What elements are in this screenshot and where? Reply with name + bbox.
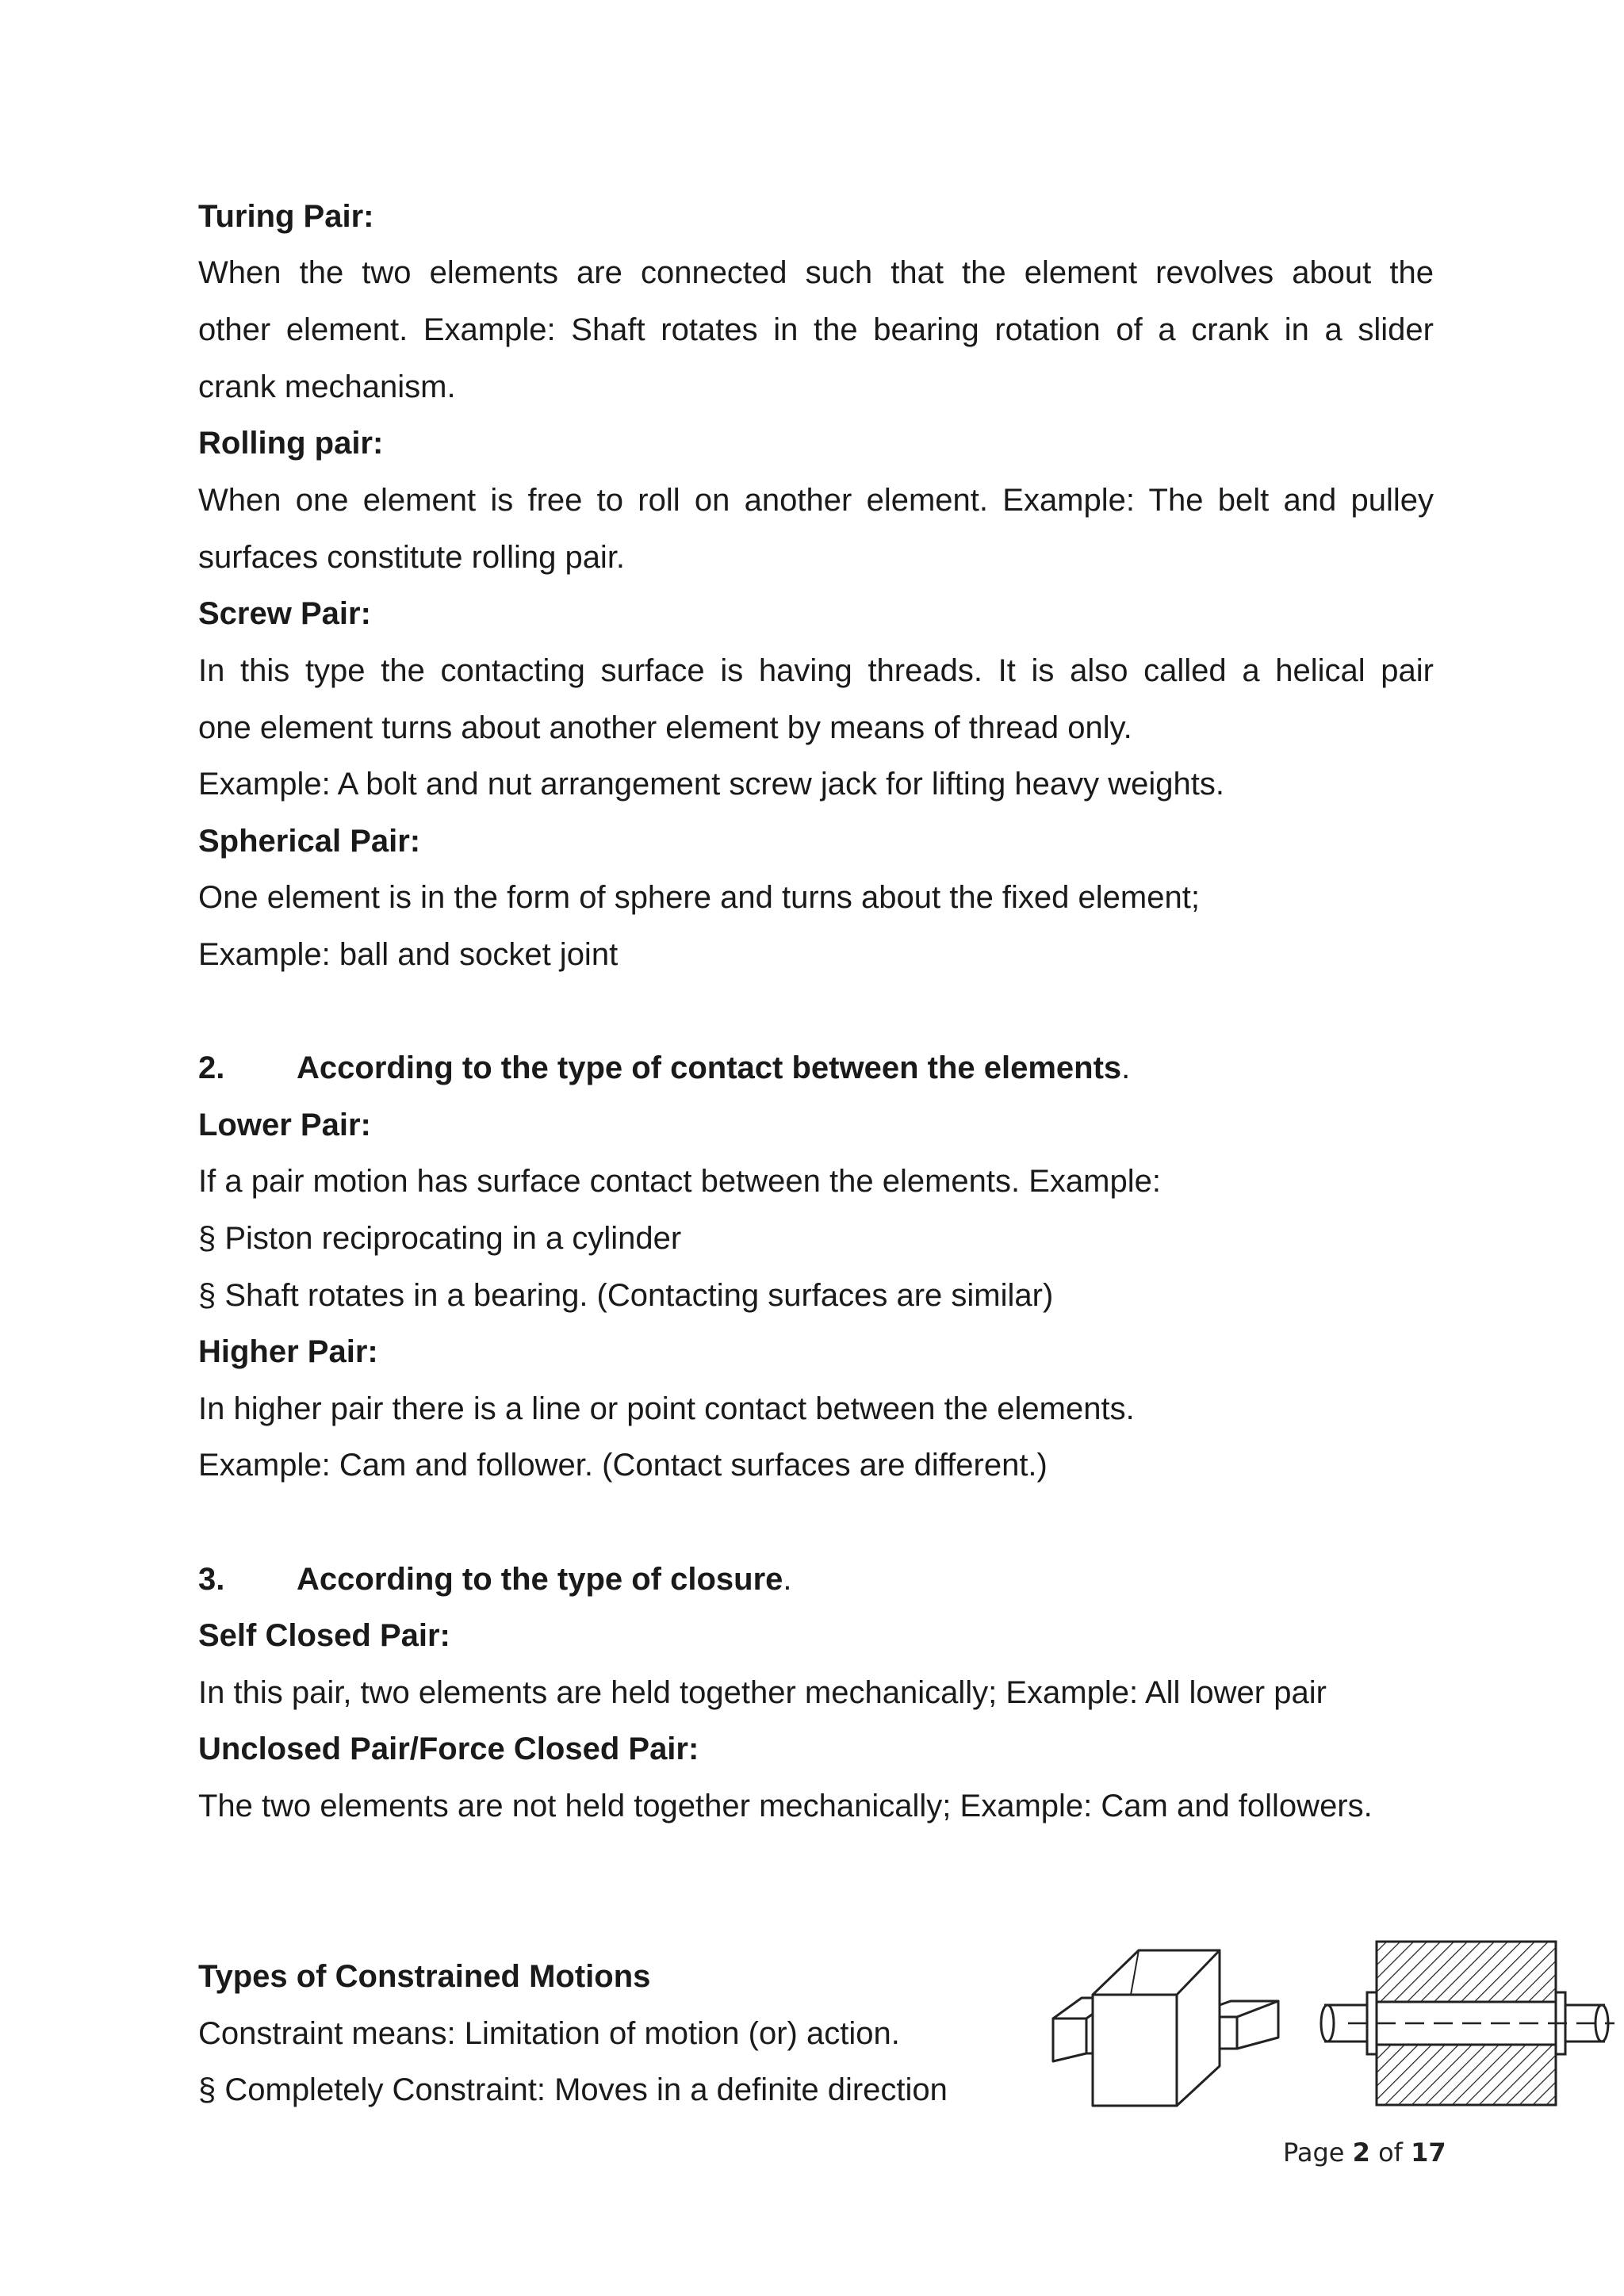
screw-pair-heading: Screw Pair:	[198, 596, 371, 631]
constrained-motions-line-1: Constraint means: Limitation of motion (or) action.	[198, 2016, 900, 2051]
turning-pair-heading: Turing Pair:	[198, 199, 374, 234]
self-closed-pair-line-1: In this pair, two elements are held together mechanically; Example: All lower pair	[198, 1675, 1327, 1710]
page-footer	[1283, 2137, 1446, 2168]
lower-pair-heading: Lower Pair:	[198, 1108, 371, 1142]
section-2-title-text: According to the type of contact between the elements	[297, 1050, 1122, 1085]
screw-pair-line-1: In this type the contacting surface is having threads. It is also called a helical pair	[198, 653, 1434, 688]
section-2-number: 2.	[198, 1050, 225, 1085]
higher-pair-line-1: In higher pair there is a line or point contact between the elements.	[198, 1391, 1135, 1426]
section-3-title-suffix: .	[783, 1562, 792, 1597]
rolling-pair-line-1: When one element is free to roll on another element. Example: The belt and pulley	[198, 483, 1434, 518]
lower-pair-line-1: If a pair motion has surface contact between the elements. Example:	[198, 1164, 1161, 1199]
spherical-pair-line-2: Example: ball and socket joint	[198, 937, 619, 972]
section-2-title	[297, 1049, 1130, 1087]
footer-page-number: 2	[1352, 2137, 1370, 2168]
section-3-title	[297, 1560, 792, 1598]
section-3-number: 3.	[198, 1562, 225, 1597]
section-3-title-text: According to the type of closure	[297, 1562, 783, 1597]
spherical-pair-heading: Spherical Pair:	[198, 824, 421, 859]
section-2-title-suffix: .	[1121, 1050, 1131, 1085]
lower-pair-line-2: § Piston reciprocating in a cylinder	[198, 1221, 682, 1256]
self-closed-pair-heading: Self Closed Pair:	[198, 1618, 450, 1653]
footer-total-pages: 17	[1411, 2137, 1446, 2168]
spherical-pair-line-1: One element is in the form of sphere and turns about the fixed element;	[198, 880, 1200, 915]
higher-pair-line-2: Example: Cam and follower. (Contact surfaces are different.)	[198, 1448, 1048, 1483]
unclosed-pair-heading: Unclosed Pair/Force Closed Pair:	[198, 1732, 699, 1766]
screw-pair-line-3: Example: A bolt and nut arrangement screw jack for lifting heavy weights.	[198, 767, 1225, 802]
higher-pair-heading: Higher Pair:	[198, 1334, 378, 1369]
screw-pair-line-2: one element turns about another element by means of thread only.	[198, 710, 1132, 745]
sliding-pair-illustration	[1044, 1919, 1313, 2117]
turning-pair-illustration	[1316, 1931, 1618, 2113]
footer-of-word: of	[1378, 2137, 1403, 2168]
turning-pair-line-2: other element. Example: Shaft rotates in the bearing rotation of a crank in a slider	[198, 312, 1434, 347]
lower-pair-line-3: § Shaft rotates in a bearing. (Contacting surfaces are similar)	[198, 1278, 1054, 1313]
footer-page-word: Page	[1283, 2137, 1345, 2168]
constrained-motions-line-2: § Completely Constraint: Moves in a definite direction	[198, 2072, 948, 2107]
turning-pair-line-1: When the two elements are connected such that the element revolves about the	[198, 255, 1434, 290]
unclosed-pair-line-1: The two elements are not held together mechanically; Example: Cam and followers.	[198, 1789, 1373, 1823]
rolling-pair-heading: Rolling pair:	[198, 426, 384, 461]
turning-pair-line-3: crank mechanism.	[198, 369, 456, 404]
rolling-pair-line-2: surfaces constitute rolling pair.	[198, 540, 626, 575]
constrained-motions-heading: Types of Constrained Motions	[198, 1959, 651, 1994]
